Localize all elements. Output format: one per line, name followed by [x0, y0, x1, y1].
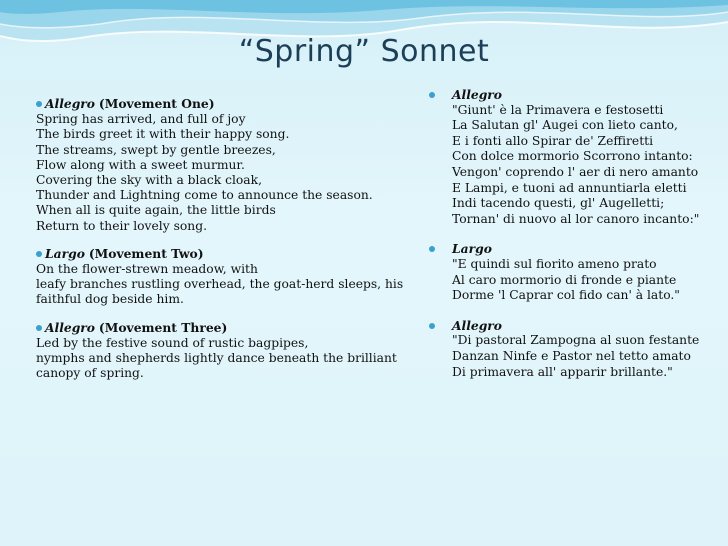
poem-line: E Lampi, e tuoni ad annuntiarla eletti	[452, 180, 687, 195]
poem-line: nymphs and shepherds lightly dance beneath the brilliant canopy of spring.	[36, 351, 397, 381]
bullet-icon	[36, 251, 42, 257]
poem-line: Led by the festive sound of rustic bagpipes,	[36, 335, 309, 350]
right-column	[436, 87, 726, 394]
poem-line: The birds greet it with their happy song.	[36, 127, 290, 142]
poem-line: leafy branches rustling overhead, the goat-herd sleeps, his faithful dog beside him.	[36, 277, 404, 307]
movement-label: (Movement One)	[98, 96, 215, 111]
tempo-label: Allegro	[45, 319, 95, 335]
poem-line: Danzan Ninfe e Pastor nel tetto amato	[452, 348, 691, 363]
movement-label: (Movement Two)	[88, 245, 204, 261]
poem-line: Tornan' di nuovo al lor canoro incanto:"	[452, 211, 700, 226]
movement-three-block	[36, 320, 406, 382]
poem-line: Flow along with a sweet murmur.	[36, 157, 245, 172]
tempo-label: Allegro	[45, 96, 95, 111]
slide-title: “Spring” Sonnet	[238, 34, 490, 69]
bullet-icon	[429, 323, 435, 329]
poem-line: On the flower-strewn meadow, with	[36, 262, 258, 277]
tempo-label: Allegro	[452, 317, 502, 333]
poem-line: Spring has arrived, and full of joy	[36, 112, 246, 127]
italian-largo-block	[436, 241, 726, 303]
italian-allegro-three-block	[436, 318, 726, 380]
left-column	[36, 96, 406, 393]
movement-one-block	[36, 96, 406, 234]
poem-line: Con dolce mormorio Scorrono intanto:	[452, 149, 693, 164]
poem-line: Di primavera all' apparir brillante."	[452, 364, 673, 379]
poem-line: Covering the sky with a black cloak,	[36, 173, 262, 188]
movement-two-block	[36, 246, 406, 308]
poem-line: "Giunt' è la Primavera e festosetti	[452, 102, 664, 117]
italian-allegro-one-block	[436, 87, 726, 227]
poem-line: The streams, swept by gentle breezes,	[36, 142, 276, 157]
poem-line: "Di pastoral Zampogna al suon festante	[452, 333, 700, 348]
movement-label: (Movement Three)	[98, 319, 228, 335]
poem-line: La Salutan gl' Augei con lieto canto,	[452, 118, 678, 133]
poem-line: Dorme 'l Caprar col fido can' à lato."	[452, 288, 680, 303]
poem-line: Return to their lovely song.	[36, 218, 207, 233]
poem-line: E i fonti allo Spirar de' Zeffiretti	[452, 133, 654, 148]
poem-line: Al caro mormorio di fronde e piante	[452, 272, 677, 287]
tempo-label: Allegro	[452, 87, 502, 102]
poem-line: Thunder and Lightning come to announce the season.	[36, 188, 373, 203]
bullet-icon	[36, 325, 42, 331]
tempo-label: Largo	[45, 245, 85, 261]
poem-line: Vengon' coprendo l' aer di nero amanto	[452, 164, 699, 179]
tempo-label: Largo	[452, 241, 492, 257]
poem-line: When all is quite again, the little birds	[36, 203, 276, 218]
bullet-icon	[36, 101, 42, 107]
poem-line: Indi tacendo questi, gl' Augelletti;	[452, 196, 665, 211]
poem-line: "E quindi sul fiorito ameno prato	[452, 256, 657, 271]
bullet-icon	[429, 246, 435, 252]
bullet-icon	[429, 92, 435, 98]
